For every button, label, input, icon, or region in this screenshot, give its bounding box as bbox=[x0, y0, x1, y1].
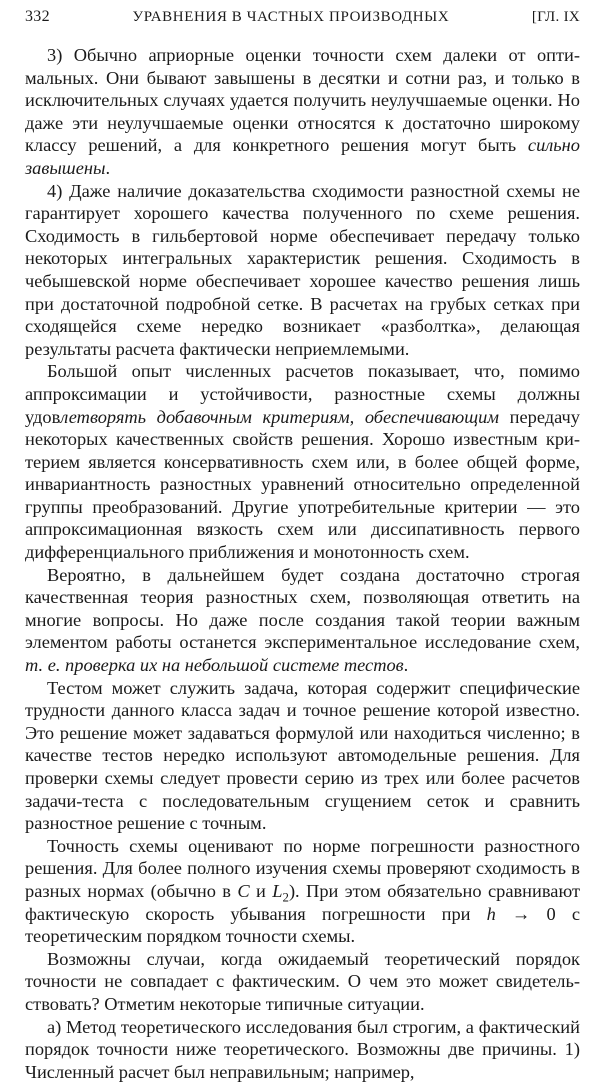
text-run: . bbox=[403, 655, 409, 676]
text-run: Тестом может служить задача, которая содержит специфические трудности данного класса задач и точное решение которой известно. Это решение может задаваться формулой или находиться численно; в качестве тестов нередко используют автомодельные решения. Для проверки схемы следует провести серию из трех или более расчетов задачи-теста с последовательным сгущением сеток и сравнить разностное решение с точным. bbox=[25, 677, 580, 834]
text-run: Вероятно, в дальнейшем будет создана достаточно строгая качественная теория разностных схем, позволяющая ответить на многие вопросы. Но даже после создания такой теории важным элементом работы останется экспериментальное исследование схем, bbox=[25, 564, 580, 653]
text-run: 3) Обычно априорные оценки точности схем далеки от оптимальных. Они бывают завышены в десятки и сотни раз, и только в исключительных случаях удается получить неулучшаемые оценки. Но даже эти неулучшаемые оценки относятся к достаточно широкому классу решений, а для конкретного решения могут быть bbox=[25, 45, 580, 156]
paragraph-3 bbox=[25, 360, 580, 563]
math-symbol: L bbox=[272, 880, 283, 901]
text-run: передачу некоторых качественных свойств решения. Хорошо известным критерием является консервативность схем или, в более общей форме, инвариантность разностных уравнений относительно определенной группы преобразований. Другие употребительные критерии — это аппроксимационная вязкость схем или диссипативность первого дифференциального приближения и монотонность схем. bbox=[25, 406, 580, 563]
italic-text: летворять добавочным критериям, обеспечивающим bbox=[60, 406, 500, 427]
italic-text: т. е. проверка их на небольшой системе тестов bbox=[25, 655, 404, 676]
running-header bbox=[25, 6, 580, 34]
paragraph-8 bbox=[25, 1016, 580, 1083]
text-run: и bbox=[249, 880, 273, 901]
text-run: → 0 с теоретическим порядком точности схемы. bbox=[25, 903, 580, 947]
paragraph-1 bbox=[25, 44, 580, 180]
paragraph-4 bbox=[25, 564, 580, 677]
text-run: ). При этом обязательно сравнивают фактическую скорость убывания погрешности при bbox=[25, 880, 581, 924]
text-run: Возможны случаи, когда ожидаемый теоретический порядок точности не совпадает с фактическим. О чем это может свидетельствовать? Отметим некоторые типичные ситуации. bbox=[25, 948, 580, 1014]
text-run: а) Метод теоретического исследования был строгим, а фактический порядок точности ниже теоретического. Возможны две причины. 1) Численный расчет был неправильным; например, bbox=[25, 1016, 580, 1082]
text-run: Большой опыт численных расчетов показывает, что, помимо аппроксимации и устойчивости, разностные схемы должны удов bbox=[25, 361, 580, 427]
text-run: 4) Даже наличие доказательства сходимости разностной схемы не гарантирует хорошего качества полученного по схеме решения. Сходимость в гильбертовой норме обеспечивает передачу только некоторых интегральных характеристик решения. Сходимость в чебышевской норме обеспечивает хорошее качество решения лишь при достаточной подробной сетке. В расчетах на грубых сетках при сходящейся схеме нередко возникает «разболтка», делающая результаты расчета фактически неприемлемыми. bbox=[25, 180, 580, 359]
page-body bbox=[25, 44, 580, 1083]
paragraph-2 bbox=[25, 180, 580, 361]
running-title: УРАВНЕНИЯ В ЧАСТНЫХ ПРОИЗВОДНЫХ bbox=[132, 9, 450, 25]
paragraph-6 bbox=[25, 835, 580, 948]
paragraph-5 bbox=[25, 677, 580, 835]
math-symbol: h bbox=[486, 903, 496, 924]
math-symbol: C bbox=[237, 880, 250, 901]
subscript: 2 bbox=[282, 890, 289, 905]
text-run: . bbox=[105, 157, 111, 178]
paragraph-7 bbox=[25, 948, 580, 1016]
italic-text: сильно завышены bbox=[25, 135, 580, 178]
chapter-label: [ГЛ. IX bbox=[531, 9, 580, 25]
text-run: Точность схемы оценивают по норме погрешности разностного решения. Для более полного изучения схемы проверяют сходимость в разных нормах (обычно в bbox=[25, 835, 580, 901]
page-number: 332 bbox=[25, 8, 50, 25]
